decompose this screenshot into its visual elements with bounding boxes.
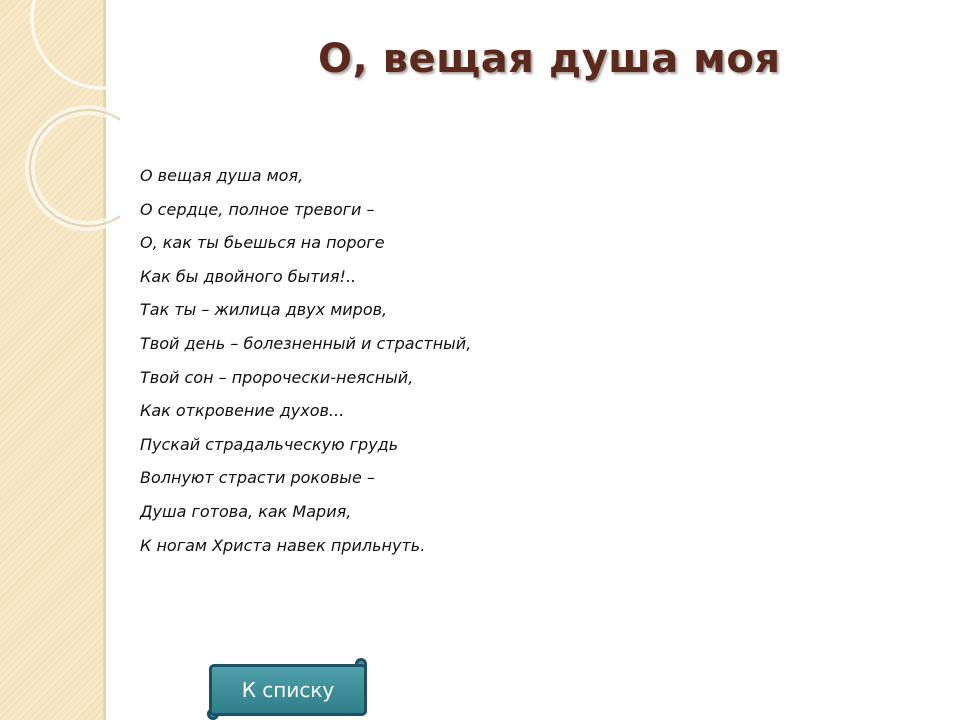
page-title: О, вещая душа моя — [318, 36, 781, 82]
poem-line: Как бы двойного бытия!.. — [140, 266, 357, 286]
poem-line: Твой сон – пророчески-неясный, — [140, 367, 414, 387]
poem-line: Пускай страдальческую грудь — [140, 434, 399, 454]
poem-line: О, как ты бьешься на пороге — [140, 233, 385, 253]
back-to-list-label: К списку — [241, 678, 335, 702]
poem-line: Как откровение духов... — [140, 401, 345, 421]
decorative-circles — [0, 0, 120, 260]
poem-text — [140, 163, 471, 566]
poem-line: Душа готова, как Мария, — [140, 501, 352, 521]
poem-line: О сердце, полное тревоги – — [140, 199, 375, 219]
poem-line: О вещая душа моя, — [140, 166, 304, 185]
poem-line: Волнуют страсти роковые – — [140, 468, 375, 488]
back-to-list-button[interactable] — [209, 664, 367, 716]
poem-line: К ногам Христа навек прильнуть. — [140, 535, 426, 555]
poem-line: Твой день – болезненный и страстный, — [140, 333, 472, 353]
poem-line: Так ты – жилица двух миров, — [140, 300, 388, 320]
